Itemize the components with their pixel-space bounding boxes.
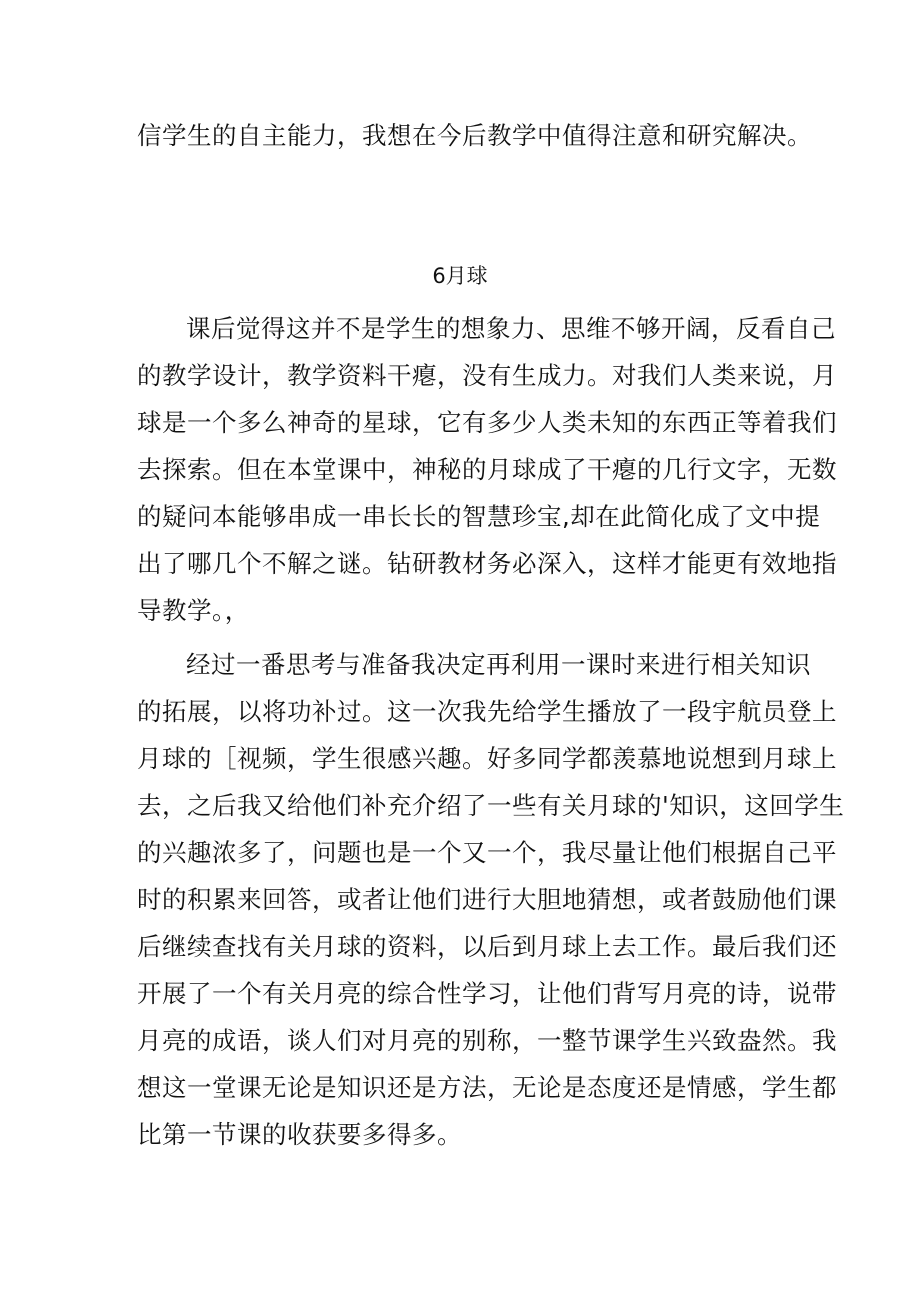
paragraph-line: 后继续查找有关月球的资料，以后到月球上去工作。最后我们还 — [137, 932, 837, 961]
paragraph-line: 开展了一个有关月亮的综合性学习，让他们背写月亮的诗，说带 — [137, 979, 837, 1008]
paragraph-line: 的疑问本能够串成一串长长的智慧珍宝,却在此简化成了文中提 — [137, 502, 821, 531]
paragraph-line: 导教学。， — [137, 596, 250, 625]
paragraph-line: 比第一节课的收获要多得多。 — [137, 1120, 462, 1149]
paragraph-line: 的教学设计，教学资料干瘪，没有生成力。对我们人类来说，月 — [137, 361, 837, 390]
intro-line: 信学生的自主能力，我想在今后教学中值得注意和研究解决。 — [137, 121, 812, 150]
paragraph-line: 球是一个多么神奇的星球，它有多少人类未知的东西正等着我们 — [137, 408, 837, 437]
paragraph-line: 去，之后我又给他们补充介绍了一些有关月球的'知识，这回学生 — [137, 791, 845, 820]
paragraph-line: 经过一番思考与准备我决定再利用一课时来进行相关知识 — [186, 650, 811, 679]
paragraph-line: 月亮的成语，谈人们对月亮的别称，一整节课学生兴致盎然。我 — [137, 1026, 837, 1055]
section-title: 6月球 — [432, 264, 488, 288]
paragraph-line: 的兴趣浓多了，问题也是一个又一个，我尽量让他们根据自己平 — [137, 838, 837, 867]
paragraph-line: 的拓展，以将功补过。这一次我先给学生播放了一段宇航员登上 — [137, 697, 837, 726]
paragraph-line: 时的积累来回答，或者让他们进行大胆地猜想，或者鼓励他们课 — [137, 885, 837, 914]
paragraph-line: 出了哪几个不解之谜。钻研教材务必深入，这样才能更有效地指 — [137, 549, 837, 578]
paragraph-line: 去探索。但在本堂课中，神秘的月球成了干瘪的几行文字，无数 — [137, 455, 837, 484]
paragraph-line: 月球的［视频，学生很感兴趣。好多同学都羡慕地说想到月球上 — [137, 744, 837, 773]
paragraph-line: 想这一堂课无论是知识还是方法，无论是态度还是情感，学生都 — [137, 1073, 837, 1102]
paragraph-line: 课后觉得这并不是学生的想象力、思维不够开阔，反看自己 — [186, 314, 836, 343]
